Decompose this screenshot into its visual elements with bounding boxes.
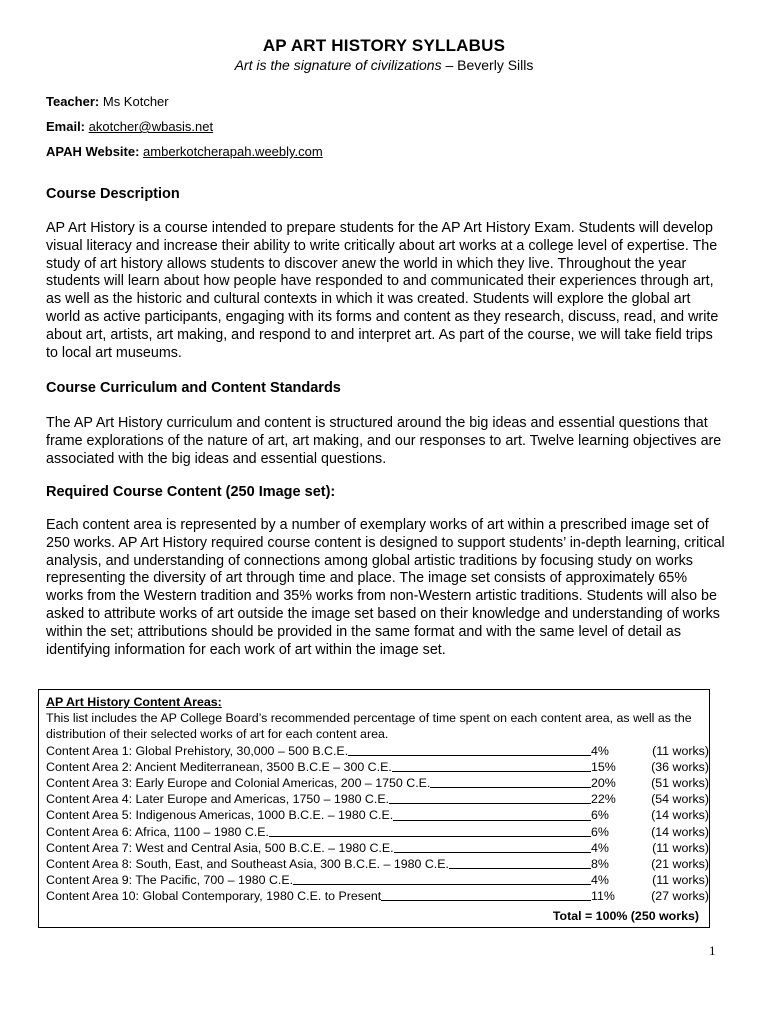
leader-line <box>293 872 591 885</box>
content-area-label: Content Area 4: Later Europe and Americas, 1750 – 1980 C.E. <box>46 792 390 807</box>
subtitle-quote <box>0 57 768 73</box>
content-area-label: Content Area 10: Global Contemporary, 1980 C.E. to Present <box>46 889 382 904</box>
content-area-label: Content Area 3: Early Europe and Colonial Americas, 200 – 1750 C.E. <box>46 775 431 790</box>
content-area-label: Content Area 6: Africa, 1100 – 1980 C.E. <box>46 824 269 839</box>
content-area-percent: 4% <box>591 840 609 855</box>
content-area-works: (11 works) <box>652 743 709 758</box>
course-description-heading: Course Description <box>46 186 180 202</box>
curriculum-heading: Course Curriculum and Content Standards <box>46 380 341 396</box>
content-area-label: Content Area 1: Global Prehistory, 30,000 – 500 B.C.E. <box>46 743 349 758</box>
email-line <box>46 119 213 134</box>
quote-author: – Beverly Sills <box>441 57 534 73</box>
page-title: AP ART HISTORY SYLLABUS <box>262 36 506 55</box>
content-area-row <box>46 759 709 775</box>
content-areas-intro: This list includes the AP College Board’s recommended percentage of time spent on each content area, as well as the distribution of their selected works of art for each content area. <box>46 711 692 742</box>
content-area-row <box>46 743 709 759</box>
leader-line <box>269 824 591 837</box>
content-area-works: (14 works) <box>651 824 709 839</box>
leader-line <box>389 791 591 804</box>
content-area-percent: 15% <box>591 759 616 774</box>
content-area-row <box>46 807 709 823</box>
website-link[interactable]: amberkotcherapah.weebly.com <box>143 144 323 159</box>
content-area-percent: 4% <box>591 873 609 888</box>
content-area-row <box>46 872 709 888</box>
quote-text: Art is the signature of civilizations <box>234 57 442 73</box>
curriculum-text: The AP Art History curriculum and content is structured around the big ideas and essential questions that frame explorations of the nature of art, art making, and our responses to art. Twelve learning objectives are associated with the big ideas and essential questions. <box>46 415 722 467</box>
teacher-label: Teacher: <box>46 94 100 109</box>
required-content-text: Each content area is represented by a number of exemplary works of art within a prescribed image set of 250 works. AP Art History required course content is designed to support students’ in-depth learning, critical analysis, and understanding of connections among global artistic traditions by focusing study on works representing the diversity of art through time and place. The image set consists of approximately 65% works from the Western tradition and 35% works from non-Western artistic traditions. Students will also be asked to attribute works of art outside the image set based on their knowledge and understanding of works within the set; attributions should be provided in the same format and with the same level of detail as identifying information for each work of art within the image set. <box>46 517 725 658</box>
content-areas-box <box>38 689 710 928</box>
content-areas-list <box>46 743 709 905</box>
leader-line <box>393 807 591 820</box>
course-description-text: AP Art History is a course intended to prepare students for the AP Art History Exam. Students will develop visual literacy and increase their ability to write critically about art works at a college level of expertise. The study of art history allows students to discover anew the world in which they live. Throughout the year students will learn about how people have responded to and communicated their experiences through art, as well as the historic and cultural contexts in which it was created. Students will explore the global art world as active participants, engaging with its forms and content as they research, discuss, read, and write about art, artists, art making, and respond to and interpret art. As part of the course, we will take field trips to local art museums. <box>46 220 719 361</box>
email-label: Email: <box>46 119 86 134</box>
content-areas-total: Total = 100% (250 works) <box>552 908 699 923</box>
page-number: 1 <box>709 943 716 958</box>
leader-line <box>381 888 591 901</box>
content-area-label: Content Area 7: West and Central Asia, 500 B.C.E. – 1980 C.E. <box>46 840 394 855</box>
content-area-percent: 6% <box>591 824 609 839</box>
content-area-row <box>46 791 709 807</box>
content-area-percent: 20% <box>591 775 616 790</box>
content-area-percent: 11% <box>591 889 615 904</box>
leader-line <box>392 759 591 772</box>
content-area-percent: 22% <box>591 792 616 807</box>
content-area-row <box>46 775 709 791</box>
content-area-row <box>46 824 709 840</box>
content-area-percent: 8% <box>591 856 609 871</box>
leader-line <box>430 775 591 788</box>
leader-line <box>348 743 591 756</box>
content-area-percent: 6% <box>591 808 609 823</box>
content-area-works: (54 works) <box>651 792 709 807</box>
content-area-works: (36 works) <box>651 759 709 774</box>
email-link[interactable]: akotcher@wbasis.net <box>88 119 214 134</box>
leader-line <box>394 840 591 853</box>
leader-line <box>449 856 591 869</box>
content-areas-title: AP Art History Content Areas: <box>46 695 222 709</box>
content-area-row <box>46 840 709 856</box>
content-area-works: (14 works) <box>651 808 709 823</box>
content-area-works: (27 works) <box>651 889 709 904</box>
content-area-label: Content Area 5: Indigenous Americas, 1000 B.C.E. – 1980 C.E. <box>46 808 394 823</box>
website-label: APAH Website: <box>46 144 140 159</box>
website-line <box>46 144 323 159</box>
content-area-label: Content Area 9: The Pacific, 700 – 1980 C.E. <box>46 873 294 888</box>
content-area-works: (51 works) <box>651 775 709 790</box>
teacher-line <box>46 94 169 109</box>
content-area-label: Content Area 2: Ancient Mediterranean, 3500 B.C.E – 300 C.E. <box>46 759 392 774</box>
content-area-row <box>46 888 709 904</box>
content-area-works: (11 works) <box>652 873 709 888</box>
teacher-value: Ms Kotcher <box>102 94 169 109</box>
content-area-label: Content Area 8: South, East, and Southeast Asia, 300 B.C.E. – 1980 C.E. <box>46 856 449 871</box>
content-area-works: (11 works) <box>652 840 709 855</box>
content-area-percent: 4% <box>591 743 609 758</box>
content-area-works: (21 works) <box>651 856 709 871</box>
required-content-heading: Required Course Content (250 Image set): <box>46 484 336 500</box>
content-area-row <box>46 856 709 872</box>
